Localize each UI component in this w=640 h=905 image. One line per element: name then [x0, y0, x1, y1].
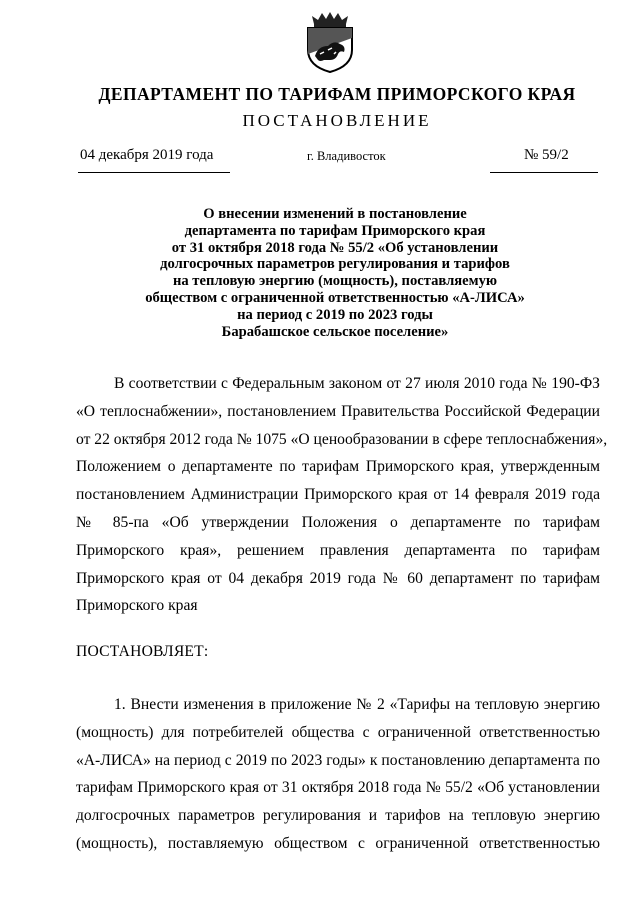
document-title [120, 206, 550, 340]
department-name: ДЕПАРТАМЕНТ ПО ТАРИФАМ ПРИМОРСКОГО КРАЯ [98, 84, 576, 104]
preamble-line: Приморского края [76, 597, 198, 615]
document-date: 04 декабря 2019 года [80, 147, 214, 163]
clause-line: (мощность) для потребителей общества с ограниченной ответственностью [76, 723, 600, 741]
preamble-line: В соответствии с Федеральным законом от 27 июля 2010 года № 190-ФЗ [114, 375, 600, 392]
title-line: долгосрочных параметров регулирования и тарифов [160, 256, 510, 273]
clause-line: 1. Внести изменения в приложение № 2 «Тарифы на тепловую энергию [114, 696, 600, 713]
preamble-line: постановлением Администрации Приморского края от 14 февраля 2019 года [76, 486, 600, 504]
clause-line: тарифам Приморского края от 31 октября 2018 года № 55/2 «Об установлении [76, 779, 600, 797]
document-city: г. Владивосток [307, 149, 386, 163]
title-line: на период с 2019 по 2023 годы [237, 306, 433, 323]
number-underline [490, 172, 598, 173]
title-line: О внесении изменений в постановление [203, 206, 467, 222]
date-underline [78, 172, 230, 173]
preamble-line: № 85-па «Об утверждении Положения о департаменте по тарифам [76, 513, 600, 531]
preamble-paragraph [76, 370, 608, 620]
title-line: Барабашское сельское поселение» [221, 323, 449, 340]
document-type: ПОСТАНОВЛЕНИЕ [242, 111, 432, 130]
preamble-line: «О теплоснабжении», постановлением Правительства Российской Федерации [76, 402, 600, 420]
coat-of-arms-emblem [300, 10, 360, 74]
document-number: № 59/2 [524, 147, 569, 163]
title-line: департамента по тарифам Приморского края [184, 222, 486, 239]
clause-line: (мощность), поставляемую обществом с ограниченной ответственностью [76, 834, 600, 852]
title-line: от 31 октября 2018 года № 55/2 «Об установлении [171, 239, 499, 256]
preamble-line: Приморского края от 04 декабря 2019 года № 60 департамент по тарифам [76, 569, 600, 587]
preamble-line: Приморского края», решением правления департамента по тарифам [76, 541, 600, 559]
preamble-line: Положением о департаменте по тарифам Приморского края, утвержденным [76, 458, 600, 476]
clause-1-paragraph [76, 691, 600, 858]
title-line: обществом с ограниченной ответственностью «А-ЛИСА» [145, 289, 525, 306]
decree-heading: ПОСТАНОВЛЯЕТ: [76, 643, 209, 660]
preamble-line: от 22 октября 2012 года № 1075 «О ценообразовании в сфере теплоснабжения», [76, 430, 608, 448]
clause-line: долгосрочных параметров регулирования и тарифов на тепловую энергию [76, 807, 600, 825]
clause-line: «А-ЛИСА» на период с 2019 по 2023 годы» к постановлению департамента по [76, 751, 600, 769]
title-line: на тепловую энергию (мощность), поставляемую [172, 273, 498, 290]
